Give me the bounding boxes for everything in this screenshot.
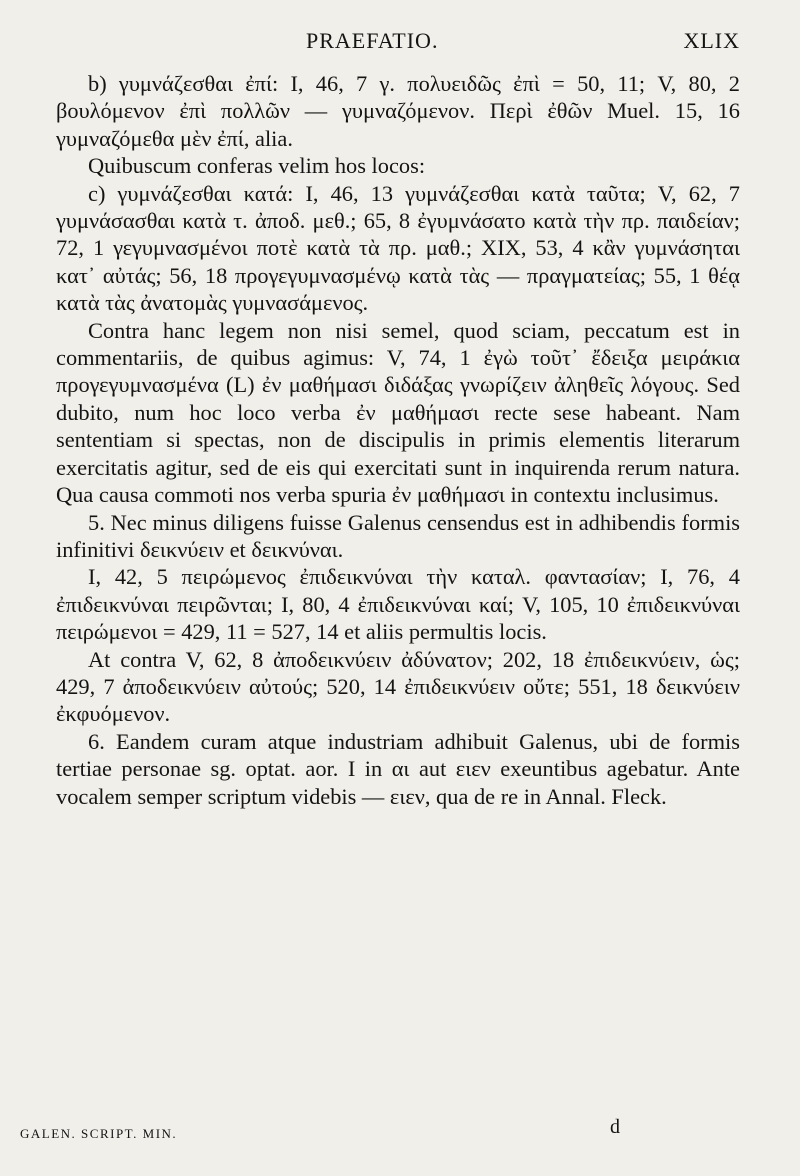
paragraph-quibuscum: Quibuscum conferas velim hos locos: bbox=[88, 153, 426, 179]
paragraph-b: b) γυμνάζεσθαι ἐπί: I, 46, 7 γ. πολυειδῶς ἐπὶ = 50, 11; V, 80, 2 βουλόμενον ἐπὶ πολλῶν — γυμναζόμενον. Περὶ ἐθῶν Muel. 15, 16 γυμναζόμεθα μὲν ἐπί, alia. bbox=[56, 71, 740, 151]
paragraph-6: 6. Eandem curam atque industriam adhibuit Galenus, ubi de formis tertiae personae sg. optat. aor. I in αι aut ειεν exeuntibus agebatur. Ante vocalem semper scriptum videbis — ειεν, qua de re in Annal. Fleck. bbox=[56, 728, 740, 809]
page bbox=[56, 18, 740, 810]
running-header bbox=[56, 18, 740, 56]
signature-mark: d bbox=[610, 1116, 620, 1138]
paragraph-examples-deiknyein: At contra V, 62, 8 ἀποδεικνύειν ἀδύνατον; 202, 18 ἐπιδεικνύειν, ὡς; 429, 7 ἀποδεικνύειν αὐτούς; 520, 14 ἐπιδεικνύειν οὔτε; 551, 18 δεικνύειν ἐκφυόμενον. bbox=[56, 646, 740, 727]
paragraph-examples-deiknynai: I, 42, 5 πειρώμενος ἐπιδεικνύναι τὴν καταλ. φαντασίαν; I, 76, 4 ἐπιδεικνύναι πειρῶνται; I, 80, 4 ἐπιδεικνύναι καί; V, 105, 10 ἐπιδεικνύναι πειρώμενοι = 429, 11 = 527, 14 et aliis permultis locis. bbox=[56, 564, 740, 645]
page-body bbox=[56, 70, 740, 810]
paragraph-contra: Contra hanc legem non nisi semel, quod sciam, peccatum est in commentariis, de quibus agimus: V, 74, 1 ἐγὼ τοῦτ᾿ ἔδειξα μειράκια προγεγυμνασμένα (L) ἐν μαθήμασι διδάξας γνωρίζειν ἀληθεῖς λόγους. Sed dubito, num hoc loco verba ἐν μαθήμασι recte sese habeant. Nam sententiam si spectas, non de discipulis in primis elementis literarum exercitatis agitur, sed de eis qui exercitati sunt in inquirenda rerum natura. Qua causa commoti nos verba spuria ἐν μαθήμασι in contextu inclusimus. bbox=[56, 317, 740, 508]
paragraph-5: 5. Nec minus diligens fuisse Galenus censendus est in adhibendis formis infinitivi δεικνύειν et δεικνύναι. bbox=[56, 509, 740, 562]
running-title: PRAEFATIO. bbox=[306, 28, 439, 53]
paragraph-c: c) γυμνάζεσθαι κατά: I, 46, 13 γυμνάζεσθαι κατὰ ταῦτα; V, 62, 7 γυμνάσασθαι κατὰ τ. ἀποδ. μεθ.; 65, 8 ἐγυμνάσατο κατὰ τὴν πρ. παιδείαν; 72, 1 γεγυμνασμένοι ποτὲ κατὰ τὰ πρ. μαθ.; XIX, 53, 4 κἂν γυμνάσηται κατ᾿ αὐτάς; 56, 18 προγεγυμνασμένῳ κατὰ τὰς — πραγματείας; 55, 1 θέᾳ κατὰ τὰς ἀνατομὰς γυμνασάμενος. bbox=[56, 180, 740, 316]
page-footer bbox=[20, 1116, 720, 1146]
footer-signature: GALEN. SCRIPT. MIN. bbox=[20, 1126, 178, 1141]
page-number: XLIX bbox=[683, 28, 740, 53]
